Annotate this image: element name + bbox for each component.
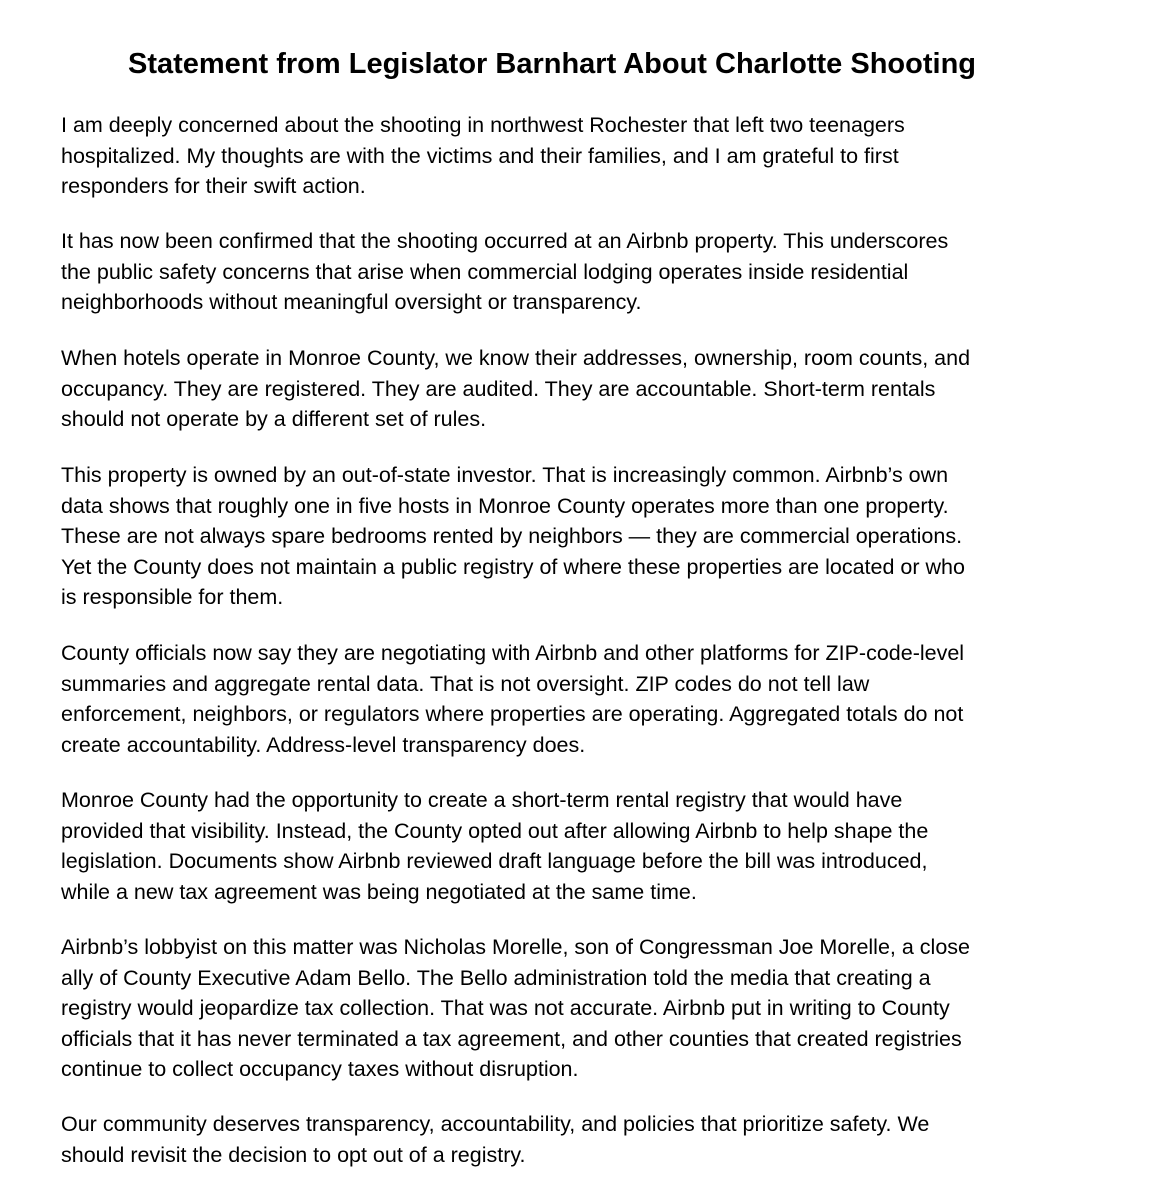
document-title: Statement from Legislator Barnhart About Charlotte Shooting [127,48,976,80]
paragraph-7 [61,932,1061,1085]
paragraph-line: data shows that roughly one in five hosts in Monroe County operates more than one property. [61,493,949,518]
paragraph-line: Airbnb’s lobbyist on this matter was Nicholas Morelle, son of Congressman Joe Morelle, a close [61,935,970,959]
paragraph-8 [61,1109,1061,1170]
paragraph-4 [61,460,1061,613]
paragraph-line: Monroe County had the opportunity to create a short-term rental registry that would have [61,788,903,812]
paragraph-line: It has now been confirmed that the shooting occurred at an Airbnb property. This underscores [61,229,949,253]
paragraph-line: occupancy. They are registered. They are audited. They are accountable. Short-term rentals [61,376,936,401]
paragraph-1 [61,110,1061,202]
paragraph-line: create accountability. Address-level transparency does. [61,732,586,757]
paragraph-line: County officials now say they are negotiating with Airbnb and other platforms for ZIP-code-level [61,641,965,665]
paragraph-line: When hotels operate in Monroe County, we know their addresses, ownership, room counts, and [61,346,971,370]
paragraph-line: hospitalized. My thoughts are with the victims and their families, and I am grateful to first [61,143,899,168]
paragraph-line: enforcement, neighbors, or regulators where properties are operating. Aggregated totals do not [61,702,964,726]
paragraph-line: Yet the County does not maintain a public registry of where these properties are located or who [61,554,965,579]
paragraph-line: responders for their swift action. [61,174,366,198]
paragraph-line: continue to collect occupancy taxes without disruption. [61,1057,579,1081]
paragraph-line: ally of County Executive Adam Bello. The Bello administration told the media that creating a [61,965,931,990]
paragraph-3 [61,343,1061,435]
paragraph-line: registry would jeopardize tax collection. That was not accurate. Airbnb put in writing to County [61,996,950,1020]
paragraph-line: is responsible for them. [61,585,284,609]
paragraph-6 [61,785,1061,907]
paragraph-2 [61,226,1061,318]
paragraph-line: summaries and aggregate rental data. That is not oversight. ZIP codes do not tell law [61,671,870,696]
paragraph-line: This property is owned by an out-of-state investor. That is increasingly common. Airbnb’s own [61,463,949,487]
paragraph-line: the public safety concerns that arise when commercial lodging operates inside residential [61,259,909,284]
paragraph-line: while a new tax agreement was being negotiated at the same time. [61,879,697,904]
paragraph-line: legislation. Documents show Airbnb reviewed draft language before the bill was introduced, [61,849,928,873]
paragraph-line: should revisit the decision to opt out of a registry. [61,1142,526,1167]
paragraph-5 [61,638,1061,760]
paragraph-line: should not operate by a different set of rules. [61,407,487,431]
paragraph-line: I am deeply concerned about the shooting in northwest Rochester that left two teenagers [61,113,905,137]
paragraph-line: These are not always spare bedrooms rented by neighbors — they are commercial operations. [61,524,963,548]
paragraph-line: Our community deserves transparency, accountability, and policies that prioritize safety. We [61,1112,930,1136]
paragraph-line: officials that it has never terminated a tax agreement, and other counties that created registries [61,1026,962,1051]
paragraph-line: provided that visibility. Instead, the County opted out after allowing Airbnb to help shape the [61,818,929,843]
paragraph-line: neighborhoods without meaningful oversight or transparency. [61,290,642,314]
